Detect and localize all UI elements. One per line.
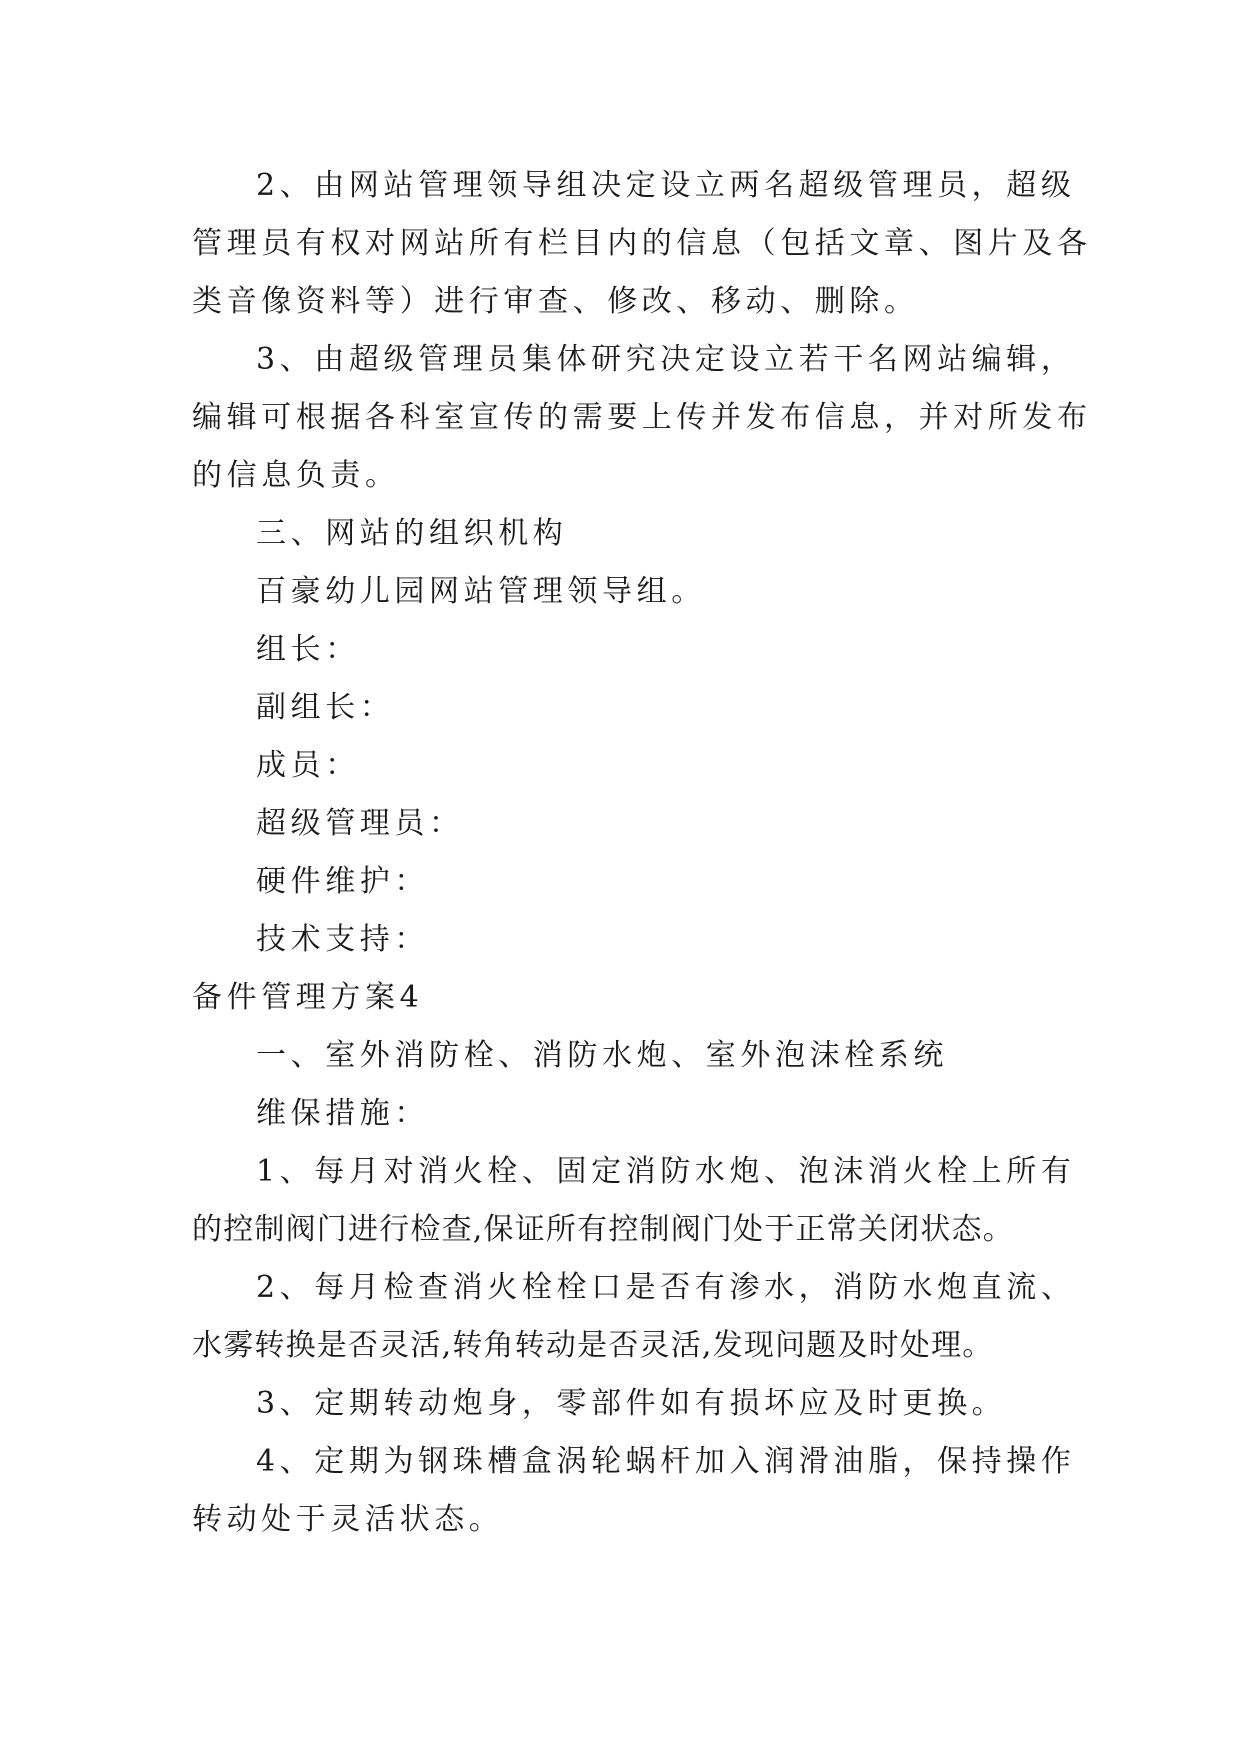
paragraph-line: 的控制阀门进行检查,保证所有控制阀门处于正常关闭状态。: [192, 1212, 1014, 1247]
paragraph-line: 3、由超级管理员集体研究决定设立若干名网站编辑，: [256, 342, 1076, 377]
paragraph-line: 2、每月检查消火栓栓口是否有渗水，消防水炮直流、: [256, 1270, 1076, 1305]
document-title: 备件管理方案4: [192, 980, 424, 1015]
role-label: 硬件维护：: [256, 864, 429, 899]
paragraph-line: 管理员有权对网站所有栏目内的信息（包括文章、图片及各: [192, 226, 1092, 261]
paragraph-line: 4、定期为钢珠槽盒涡轮蜗杆加入润滑油脂，保持操作: [256, 1444, 1076, 1479]
paragraph-line: 水雾转换是否灵活,转角转动是否灵活,发现问题及时处理。: [192, 1328, 994, 1363]
section-heading: 一、室外消防栓、消防水炮、室外泡沫栓系统: [256, 1038, 948, 1073]
role-label: 超级管理员：: [256, 806, 464, 841]
paragraph-line: 转动处于灵活状态。: [192, 1502, 504, 1537]
role-label: 副组长：: [256, 690, 395, 725]
paragraph-line: 的信息负责。: [192, 458, 400, 493]
section-heading: 三、网站的组织机构: [256, 516, 568, 551]
role-label: 技术支持：: [256, 922, 429, 957]
paragraph-line: 2、由网站管理领导组决定设立两名超级管理员，超级: [256, 168, 1076, 203]
role-label: 成员：: [256, 748, 360, 783]
paragraph-line: 3、定期转动炮身，零部件如有损坏应及时更换。: [256, 1386, 1007, 1421]
paragraph-line: 百豪幼儿园网站管理领导组。: [256, 574, 706, 609]
role-label: 组长：: [256, 632, 360, 667]
paragraph-line: 类音像资料等）进行审查、修改、移动、删除。: [192, 284, 919, 319]
paragraph-line: 编辑可根据各科室宣传的需要上传并发布信息，并对所发布: [192, 400, 1092, 435]
paragraph-line: 1、每月对消火栓、固定消防水炮、泡沫消火栓上所有: [256, 1154, 1076, 1189]
paragraph-line: 维保措施：: [256, 1096, 429, 1131]
